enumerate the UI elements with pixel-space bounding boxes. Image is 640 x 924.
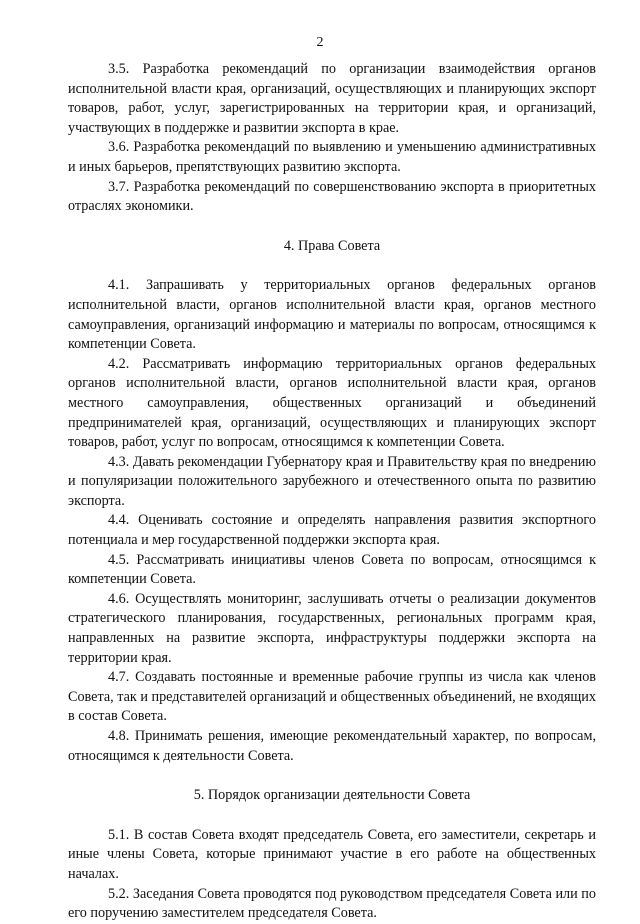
paragraph-3-7: 3.7. Разработка рекомендаций по совершенствованию экспорта в приоритетных отраслях экономики. <box>68 178 596 215</box>
paragraph-5-1: 5.1. В состав Совета входят председатель Совета, его заместители, секретарь и иные члены Совета, которые принимают участие в его работе на общественных началах. <box>68 826 596 882</box>
document-body <box>68 60 596 924</box>
paragraph-3-5: 3.5. Разработка рекомендаций по организации взаимодействия органов исполнительной власти края, организаций, осуществляющих и планирующих экспорт товаров, работ, услуг, зарегистрированных на территории края, и организаций, участвующих в поддержке и развитии экспорта в крае. <box>68 61 596 136</box>
paragraph-4-1: 4.1. Запрашивать у территориальных органов федеральных органов исполнительной власти, органов исполнительной власти края, органов местного самоуправления, организаций информацию и материалы по вопросам, относящимся к компетенции Совета. <box>68 277 596 353</box>
page-number: 2 <box>316 35 324 50</box>
paragraph-3-6: 3.6. Разработка рекомендаций по выявлению и уменьшению административных и иных барьеров, препятствующих развитию экспорта. <box>68 139 596 175</box>
paragraph-4-2: 4.2. Рассматривать информацию территориальных органов федеральных органов исполнительной власти, органов исполнительной власти края, органов местного самоуправления, общественных организаций и объединений предпринимателей края, организаций, осуществляющих и планирующих экспорт товаров, работ, услуг по вопросам, относящимся к компетенции Совета. <box>68 355 596 451</box>
section-5-heading: 5. Порядок организации деятельности Совета <box>193 787 471 804</box>
paragraph-4-5: 4.5. Рассматривать инициативы членов Совета по вопросам, относящимся к компетенции Совета. <box>68 551 596 588</box>
paragraph-4-8: 4.8. Принимать решения, имеющие рекомендательный характер, по вопросам, относящимся к деятельности Совета. <box>68 728 596 764</box>
paragraph-4-3: 4.3. Давать рекомендации Губернатору края и Правительству края по внедрению и популяризации положительного зарубежного и отечественного опыта по развитию экспорта. <box>68 453 596 509</box>
paragraph-4-4: 4.4. Оценивать состояние и определять направления развития экспортного потенциала и мер государственной поддержки экспорта края. <box>68 512 596 549</box>
paragraph-4-7: 4.7. Создавать постоянные и временные рабочие группы из числа как членов Совета, так и представителей организаций и общественных объединений, не входящих в состав Совета. <box>68 669 596 725</box>
section-4-heading: 4. Права Совета <box>283 237 381 254</box>
paragraph-5-2: 5.2. Заседания Совета проводятся под руководством председателя Совета или по его поручению заместителем председателя Совета. <box>68 885 596 922</box>
paragraph-4-6: 4.6. Осуществлять мониторинг, заслушивать отчеты о реализации документов стратегического планирования, государственных, региональных программ края, направленных на развитие экспорта, инфраструктуры поддержки экспорта на территории края. <box>68 590 596 666</box>
